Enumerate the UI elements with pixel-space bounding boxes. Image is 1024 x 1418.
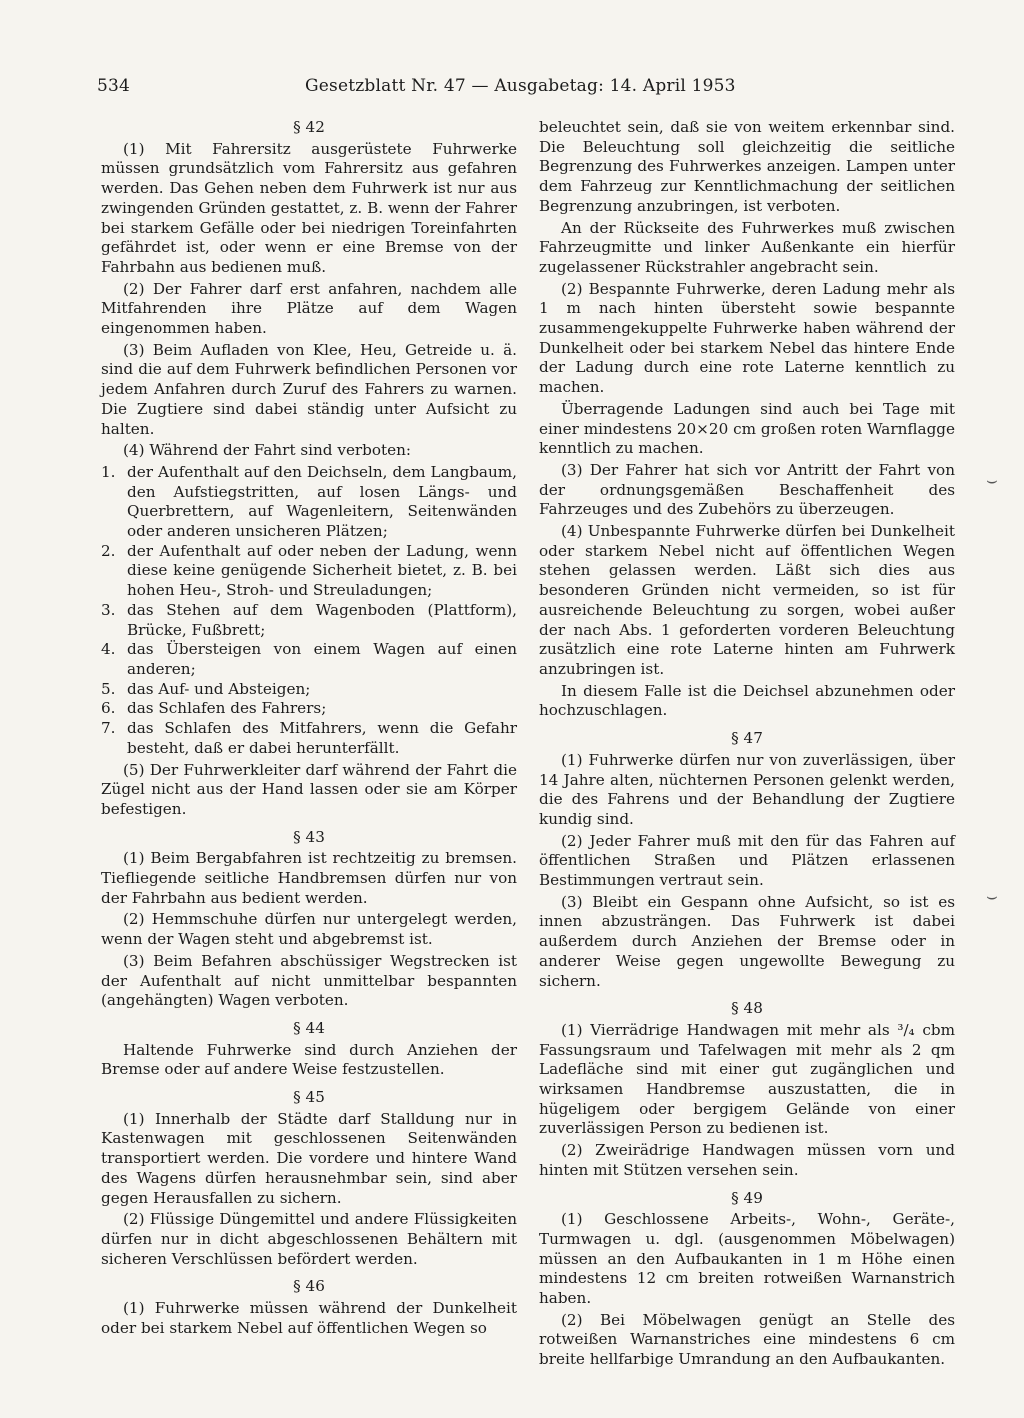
- section-heading-48: § 48: [731, 999, 763, 1018]
- paragraph: (3) Beim Aufladen von Klee, Heu, Getreide u. ä. sind die auf dem Fuhrwerk befindlichen Personen vor jedem Anfahren durch Zuruf des Fahrers zu warnen. Die Zugtiere sind dabei ständig unter Aufsicht zu halten.: [101, 340, 517, 438]
- section-heading-49: § 49: [731, 1188, 763, 1207]
- list-item: 7. das Schlafen des Mitfahrers, wenn die Gefahr besteht, daß er dabei herunterfällt.: [101, 719, 517, 757]
- paragraph: (1) Fuhrwerke dürfen nur von zuverlässigen, über 14 Jahre alten, nüchternen Personen gelenkt werden, die des Fahrens und der Behandlung der Zugtiere kundig sind.: [539, 750, 955, 828]
- paragraph: (1) Mit Fahrersitz ausgerüstete Fuhrwerke müssen grundsätzlich vom Fahrersitz aus gefahren werden. Das Gehen neben dem Fuhrwerk ist nur aus zwingenden Gründen gestattet, z. B. wenn der Fahrer bei starkem Gefälle oder bei niedrigen Toreinfahrten gefährdet ist, oder wenn er eine Bremse von der Fahrbahn aus bedienen muß.: [101, 139, 517, 276]
- paragraph: beleuchtet sein, daß sie von weitem erkennbar sind. Die Beleuchtung soll gleichzeitig die seitliche Begrenzung des Fuhrwerkes anzeigen. Lampen unter dem Fahrzeug zur Kenntlichmachung der seitlichen Begrenzung anzubringen, ist verboten.: [539, 118, 955, 215]
- paragraph: An der Rückseite des Fuhrwerkes muß zwischen Fahrzeugmitte und linker Außenkante ein hierfür zugelassener Rückstrahler angebracht sein.: [539, 218, 955, 276]
- left-column: [101, 118, 517, 1340]
- list-item: 3. das Stehen auf dem Wagenboden (Plattform), Brücke, Fußbrett;: [101, 600, 517, 639]
- section-heading-47: § 47: [731, 729, 763, 748]
- paragraph: (4) Während der Fahrt sind verboten:: [123, 441, 412, 460]
- section-heading-46: § 46: [293, 1277, 325, 1296]
- paragraph: Haltende Fuhrwerke sind durch Anziehen der Bremse oder auf andere Weise festzustellen.: [101, 1040, 517, 1079]
- prohibition-list: [101, 463, 517, 759]
- section-heading-44: § 44: [293, 1018, 325, 1037]
- paragraph: (1) Vierrädrige Handwagen mit mehr als ³/₄ cbm Fassungsraum und Tafelwagen mit mehr als 2 qm Ladefläche sind mit einer gut zugänglichen und wirksamen Handbremse auszustatten, die in hügeligem oder bergigem Gelände von einer zuverlässigen Person zu bedienen ist.: [539, 1020, 955, 1138]
- right-column: [539, 118, 955, 1372]
- page-number: 534: [97, 76, 131, 96]
- paragraph: (1) Geschlossene Arbeits-, Wohn-, Geräte-, Turmwagen u. dgl. (ausgenommen Möbelwagen) müssen an den Aufbaukanten in 1 m Höhe einen mindestens 12 cm breiten rotweißen Warnanstrich haben.: [539, 1210, 955, 1308]
- paragraph: (2) Jeder Fahrer muß mit den für das Fahren auf öffentlichen Straßen und Plätzen erlassenen Bestimmungen vertraut sein.: [539, 831, 955, 890]
- page-title: Gesetzblatt Nr. 47 — Ausgabetag: 14. April 1953: [305, 76, 736, 96]
- paragraph: (2) Hemmschuhe dürfen nur untergelegt werden, wenn der Wagen steht und abgebremst ist.: [101, 910, 517, 949]
- section-heading-42: § 42: [293, 118, 325, 136]
- paragraph: (3) Der Fahrer hat sich vor Antritt der Fahrt von der ordnungsgemäßen Beschaffenheit des Fahrzeuges und des Zubehörs zu überzeugen.: [539, 460, 955, 519]
- paragraph: In diesem Falle ist die Deichsel abzunehmen oder hochzuschlagen.: [539, 681, 955, 720]
- paragraph: (2) Flüssige Düngemittel und andere Flüssigkeiten dürfen nur in dicht abgeschlossenen Behältern mit sicheren Verschlüssen befördert werden.: [101, 1210, 517, 1268]
- margin-tick-mark: ⌣: [986, 470, 998, 491]
- paragraph: (3) Beim Befahren abschüssiger Wegstrecken ist der Aufenthalt auf nicht unmittelbar bespannten (angehängten) Wagen verboten.: [101, 951, 517, 1010]
- paragraph: (5) Der Fuhrwerkleiter darf während der Fahrt die Zügel nicht aus der Hand lassen oder sie am Körper befestigen.: [101, 760, 517, 818]
- paragraph: (2) Der Fahrer darf erst anfahren, nachdem alle Mitfahrenden ihre Plätze auf dem Wagen eingenommen haben.: [101, 279, 517, 338]
- section-heading-43: § 43: [293, 827, 325, 846]
- paragraph: (1) Innerhalb der Städte darf Stalldung nur in Kastenwagen mit geschlossenen Seitenwänden transportiert werden. Die vordere und hintere Wand des Wagens dürfen herausnehmbar sein, sind aber gegen Herausfallen zu sichern.: [101, 1109, 517, 1207]
- list-item: 6. das Schlafen des Fahrers;: [101, 699, 327, 718]
- paragraph: Überragende Ladungen sind auch bei Tage mit einer mindestens 20×20 cm großen roten Warnflagge kenntlich zu machen.: [539, 399, 955, 458]
- list-item: 4. das Übersteigen von einem Wagen auf einen anderen;: [101, 640, 517, 678]
- paragraph: (1) Beim Bergabfahren ist rechtzeitig zu bremsen. Tiefliegende seitliche Handbremsen dürfen nur von der Fahrbahn aus bedient werden.: [101, 849, 517, 907]
- paragraph: (2) Zweirädrige Handwagen müssen vorn und hinten mit Stützen versehen sein.: [539, 1141, 955, 1179]
- list-item: 1. der Aufenthalt auf den Deichseln, dem Langbaum, den Aufstiegstritten, auf losen Längs- und Querbrettern, auf Wagenleitern, Seitenwänden oder anderen unsicheren Plätzen;: [101, 462, 517, 541]
- list-item: 5. das Auf- und Absteigen;: [101, 679, 311, 698]
- paragraph: (4) Unbespannte Fuhrwerke dürfen bei Dunkelheit oder starkem Nebel nicht auf öffentlichen Wegen stehen gelassen werden. Läßt sich dies aus besonderen Gründen nicht vermeiden, so ist für ausreichende Beleuchtung zu sorgen, wobei außer der nach Abs. 1 geforderten vorderen Beleuchtung zusätzlich eine rote Laterne hinten am Fuhrwerk anzubringen ist.: [539, 522, 955, 678]
- paragraph: (3) Bleibt ein Gespann ohne Aufsicht, so ist es innen abzusträngen. Das Fuhrwerk ist dabei außerdem durch Anziehen der Bremse oder in anderer Weise gegen ungewollte Bewegung zu sichern.: [539, 892, 955, 990]
- paragraph: (2) Bespannte Fuhrwerke, deren Ladung mehr als 1 m nach hinten übersteht sowie bespannte zusammengekuppelte Fuhrwerke haben während der Dunkelheit oder bei starkem Nebel das hintere Ende der Ladung durch eine rote Laterne kenntlich zu machen.: [539, 279, 955, 397]
- section-heading-45: § 45: [293, 1088, 325, 1107]
- paragraph: (2) Bei Möbelwagen genügt an Stelle des rotweißen Warnanstriches eine mindestens 6 cm breite hellfarbige Umrandung an den Aufbaukanten.: [539, 1310, 955, 1369]
- list-item: 2. der Aufenthalt auf oder neben der Ladung, wenn diese keine genügende Sicherheit bietet, z. B. bei hohen Heu-, Stroh- und Streuladungen;: [101, 541, 517, 600]
- margin-tick-mark: ⌣: [986, 886, 998, 907]
- paragraph: (1) Fuhrwerke müssen während der Dunkelheit oder bei starkem Nebel auf öffentlichen Wegen so: [101, 1299, 517, 1337]
